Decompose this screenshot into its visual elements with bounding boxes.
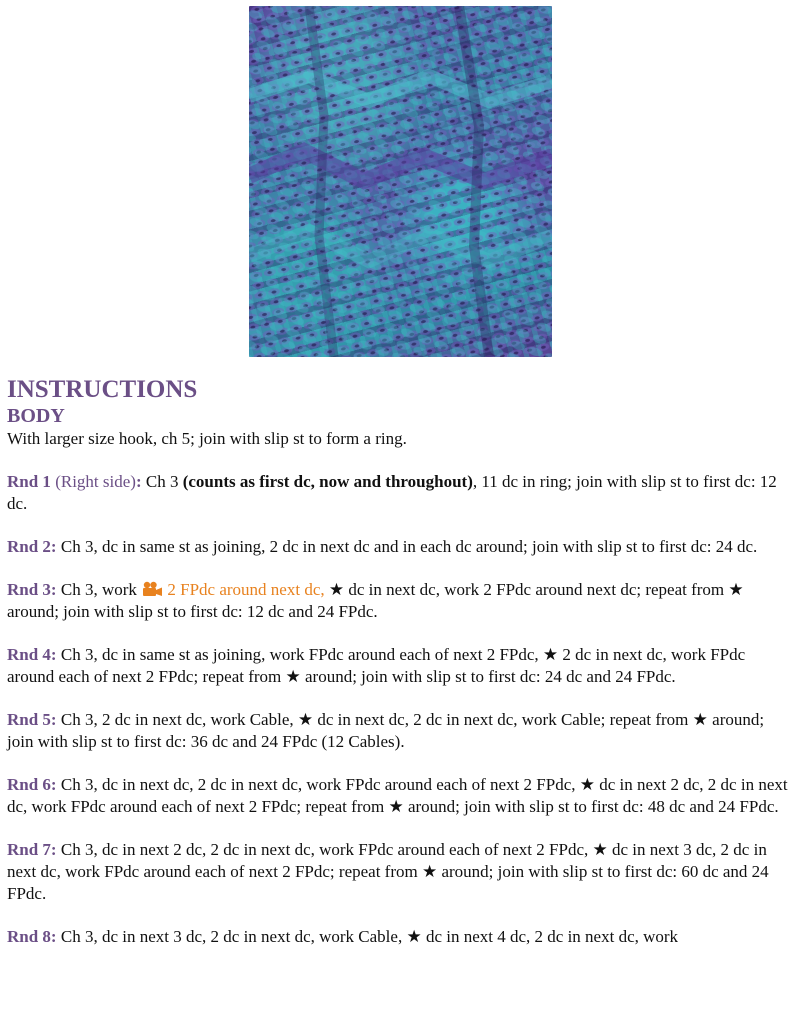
round-label: Rnd 1 (7, 472, 51, 491)
intro-text: With larger size hook, ch 5; join with slip st to form a ring. (7, 429, 407, 448)
video-link[interactable]: 2 FPdc around next dc, (163, 580, 325, 599)
round-text: Ch 3 (141, 472, 183, 491)
round-label: Rnd 5: (7, 710, 57, 729)
round-text: Ch 3, work (56, 580, 142, 599)
round-text: Ch 3, dc in next dc, 2 dc in next dc, work FPdc around each of next 2 FPdc, ★ dc in next 2 dc, 2 dc in next dc, work FPdc around each of next 2 FPdc; repeat from ★ around; join with slip st to first dc: 48 dc and 24 FPdc. (7, 775, 788, 816)
round-text: Ch 3, dc in same st as joining, 2 dc in next dc and in each dc around; join with slip st to first dc: 24 dc. (56, 537, 758, 556)
video-camera-icon[interactable] (141, 581, 163, 597)
round-text: Ch 3, dc in same st as joining, work FPdc around each of next 2 FPdc, ★ 2 dc in next dc, work FPdc around each of next 2 FPdc; repeat from ★ around; join with slip st to first dc: 24 dc and 24 FPdc. (7, 645, 746, 686)
round-label: Rnd 6: (7, 775, 57, 794)
right-side-note: (Right side) (50, 472, 136, 491)
round-text: ★ dc in next dc, work 2 FPdc around next dc; repeat from ★ around; join with slip st to first dc: 12 dc and 24 FPdc. (7, 580, 744, 621)
crochet-texture (249, 6, 552, 357)
round-label-colon: : (135, 472, 142, 491)
round-4 (7, 644, 793, 688)
round-7 (7, 839, 793, 905)
round-label: Rnd 4: (7, 645, 57, 664)
round-1 (7, 471, 793, 515)
round-bold-note: (counts as first dc, now and throughout) (182, 472, 473, 491)
round-label: Rnd 8: (7, 927, 57, 946)
round-6 (7, 774, 793, 818)
round-2 (7, 536, 793, 558)
crochet-stitch-photo (249, 6, 552, 357)
round-text: Ch 3, dc in next 3 dc, 2 dc in next dc, work Cable, ★ dc in next 4 dc, 2 dc in next dc, work (56, 927, 679, 946)
round-label: Rnd 3: (7, 580, 57, 599)
round-8 (7, 926, 793, 948)
round-text: Ch 3, 2 dc in next dc, work Cable, ★ dc in next dc, 2 dc in next dc, work Cable; repeat from ★ around; join with slip st to first dc: 36 dc and 24 FPdc (12 Cables). (7, 710, 765, 751)
round-text: , 11 dc in ring; join with slip st to first dc: 12 dc. (7, 472, 777, 513)
section-heading: INSTRUCTIONS (7, 376, 198, 403)
round-text: Ch 3, dc in next 2 dc, 2 dc in next dc, work FPdc around each of next 2 FPdc, ★ dc in next 3 dc, 2 dc in next dc, work FPdc around each of next 2 FPdc; repeat from ★ around; join with slip st to first dc: 60 dc and 24 FPdc. (7, 840, 769, 903)
instructions-section (7, 376, 793, 948)
round-5 (7, 709, 793, 753)
round-3 (7, 579, 793, 623)
subsection-heading: BODY (7, 405, 65, 427)
round-label: Rnd 2: (7, 537, 57, 556)
round-label: Rnd 7: (7, 840, 57, 859)
